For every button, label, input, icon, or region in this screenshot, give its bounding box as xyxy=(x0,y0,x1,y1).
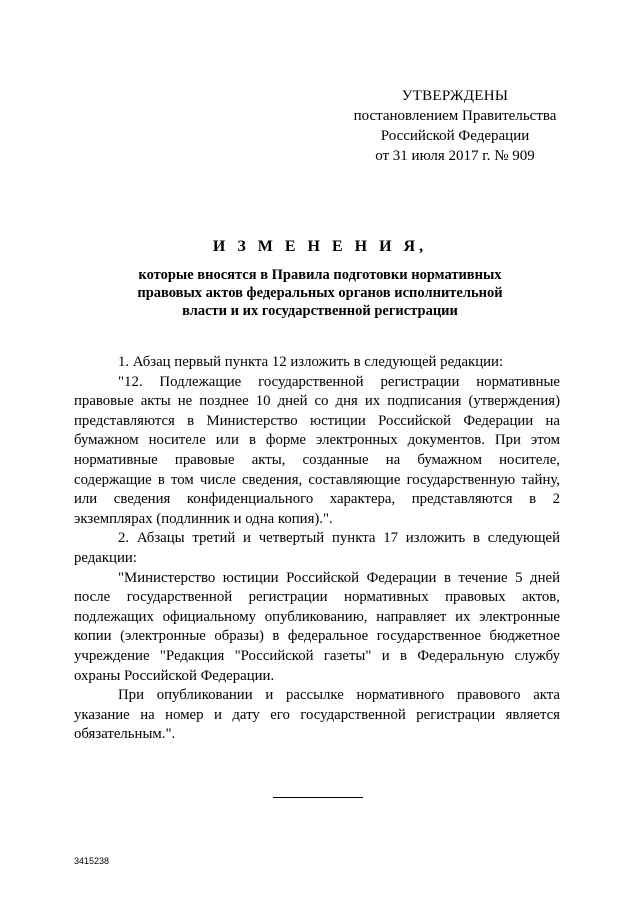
heading-subtitle-line2: правовых актов федеральных органов исполнительной xyxy=(137,285,503,301)
paragraph-4-quote: "Министерство юстиции Российской Федерации в течение 5 дней после государственной регистрации нормативных правовых актов, подлежащих официальному опубликованию, направляет их электронные копии (электронные образы) в федеральное государственное бюджетное учреждение "Редакция "Российской газеты" и в Федеральную службу охраны Российской Федерации. xyxy=(74,569,560,684)
paragraph-1: 1. Абзац первый пункта 12 изложить в следующей редакции: xyxy=(118,354,504,370)
paragraph-3: 2. Абзацы третий и четвертый пункта 17 изложить в следующей редакции: xyxy=(74,530,560,566)
approval-line-decree: постановлением Правительства xyxy=(353,108,557,124)
end-separator-line xyxy=(273,797,363,798)
approval-line-federation: Российской Федерации xyxy=(380,128,530,144)
heading-subtitle-line1: которые вносятся в Правила подготовки нормативных xyxy=(138,267,502,283)
document-number: 3415238 xyxy=(74,856,110,866)
paragraph-2-quote: "12. Подлежащие государственной регистрации нормативные правовые акты не позднее 10 дней со дня их подписания (утверждения) представляются в Министерство юстиции Российской Федерации на бумажном носителе или в форме электронных документов. При этом нормативные правовые акты, созданные на бумажном носителе, содержащие в том числе сведения, составляющие государственную тайну, или сведения конфиденциального характера, представляются в 2 экземплярах (подлинник и одна копия).". xyxy=(74,373,560,527)
document-title: И З М Е Н Е Н И Я, xyxy=(212,238,428,255)
approval-line-date: от 31 июля 2017 г. № 909 xyxy=(375,148,535,164)
heading-subtitle-line3: власти и их государственной регистрации xyxy=(182,303,458,319)
document-body xyxy=(74,353,560,745)
document-heading xyxy=(100,238,540,320)
approval-block xyxy=(345,86,565,166)
paragraph-5: При опубликовании и рассылке нормативного правового акта указание на номер и дату его государственной регистрации является обязательным.". xyxy=(74,687,560,743)
approval-title: УТВЕРЖДЕНЫ xyxy=(401,88,509,104)
